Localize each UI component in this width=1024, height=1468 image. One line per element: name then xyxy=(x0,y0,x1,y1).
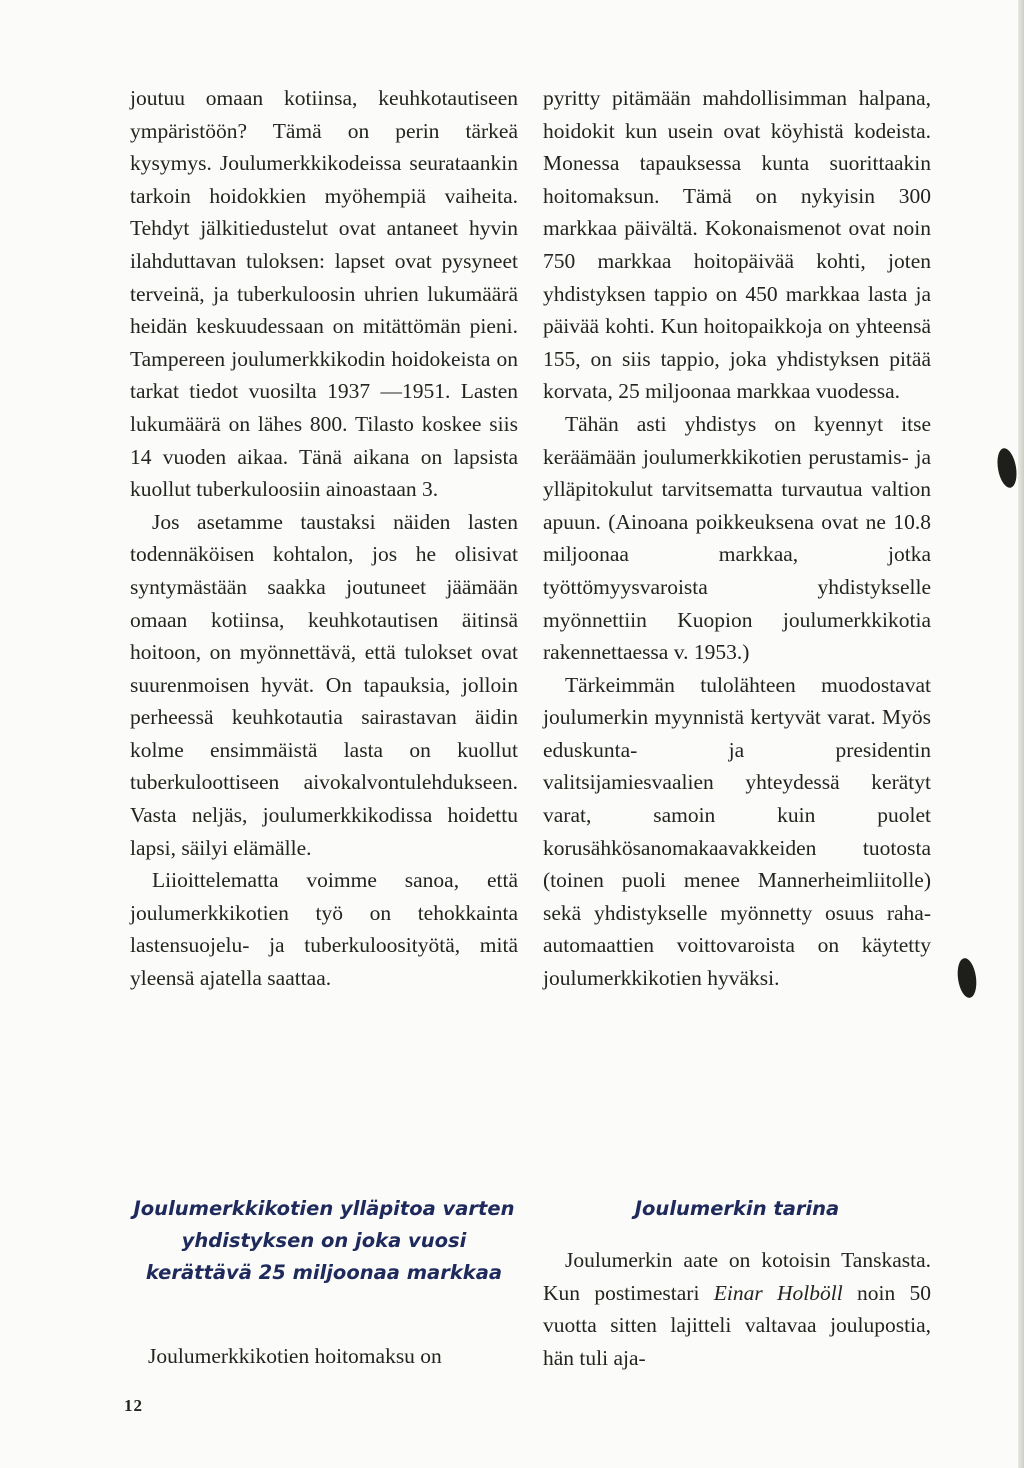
right-paragraph-1: pyritty pitämään mahdollisimman halpana, hoidokit kun usein ovat köyhistä kodeista. Monessa tapauksessa kunta suorittaakin hoitomaksun. Tämä on nykyisin 300 markkaa päivältä. Kokonaismenot ovat noin 750 markkaa hoitopäivää kohti, joten yhdistyksen tappio on 450 markkaa lasta ja päivää kohti. Kun hoitopaikkoja on yhteensä 155, on siis tappio, joka yhdistyksen pitää korvata, 25 miljoonaa markkaa vuodessa. xyxy=(543,86,931,404)
person-name: Einar Holböll xyxy=(713,1280,843,1305)
left-paragraph-1: joutuu omaan kotiinsa, keuhkotautiseen ympäristöön? Tämä on perin tärkeä kysymys. Joulumerkkikodeissa seurataankin tarkoin hoidokkien myöhempiä vaiheita. Tehdyt jälkitiedustelut ovat antaneet hyvin ilahduttavan tuloksen: lapset ovat pysyneet terveinä, ja tuberkuloosin uhrien lukumäärä heidän keskuudessaan on mitättömän pieni. Tampereen joulumerkkikodin hoidokeista on tarkat tiedot vuosilta 1937 —1951. Lasten lukumäärä on lähes 800. Tilasto koskee siis 14 vuoden aikaa. Tänä aikana on lapsista kuollut tuberkuloosiin ainoastaan 3. xyxy=(130,86,518,502)
left-paragraph-3: Liioittelematta voimme sanoa, että joulumerkkikotien työ on tehokkainta lastensuojelu- ja tuberkuloosityötä, mitä yleensä ajatella saattaa. xyxy=(130,868,518,991)
page-edge xyxy=(1018,0,1024,1468)
right-paragraph-3: Tärkeimmän tulolähteen muodostavat joulumerkin myynnistä kertyvät varat. Myös eduskunta- ja presidentin valitsijamiesvaalien yhteydessä kerätyt varat, samoin kuin puolet korusähkösanomakaavakkeiden tuotosta (toinen puoli menee Mannerheimliitolle) sekä yhdistykselle myönnetty osuus raha-automaattien voittovaroista on käytetty joulumerkkikotien hyväksi. xyxy=(543,672,931,991)
right-column xyxy=(543,82,931,995)
left-column xyxy=(130,82,518,995)
section-heading-left: Joulumerkkikotien ylläpitoa varten yhdistyksen on joka vuosi kerättävä 25 miljoonaa markkaa xyxy=(133,1197,515,1284)
section-text-right-part-2: noin 50 vuotta sitten lajitteli valtavaa joulupostia, hän tuli aja- xyxy=(543,1280,931,1370)
binder-hole-mark xyxy=(955,957,978,999)
right-paragraph-2: Tähän asti yhdistys on kyennyt itse keräämään joulumerkkikotien perustamis- ja ylläpitokulut tarvitsematta turvautua valtion apuun. (Ainoana poikkeuksena ovat ne 10.8 miljoonaa markkaa, jotka työttömyysvaroista yhdistykselle myönnettiin Kuopion joulumerkkikotia rakennettaessa v. 1953.) xyxy=(543,411,931,665)
section-text-right-part-1: Joulumerkin aate on kotoisin Tanskasta. Kun postimestari xyxy=(543,1248,931,1305)
left-paragraph-2: Jos asetamme taustaksi näiden lasten todennäköisen kohtalon, jos he olisivat syntymästään saakka joutuneet jäämään omaan kotiinsa, keuhkotautisen äitinsä hoitoon, on myönnettävä, että tulokset ovat suurenmoisen hyvät. On tapauksia, jolloin perheessä keuhkotautia sairastavan äidin kolme ensimmäistä lasta on kuollut tuberkuloottiseen aivokalvontulehdukseen. Vasta neljäs, joulumerkkikodissa hoidettu lapsi, säilyi elämälle. xyxy=(130,509,518,860)
page-number: 12 xyxy=(124,1396,143,1415)
binder-hole-mark xyxy=(995,447,1020,490)
section-text-left: Joulumerkkikotien hoitomaksu on xyxy=(148,1344,442,1368)
section-heading-right: Joulumerkin tarina xyxy=(634,1197,840,1220)
section-text-right xyxy=(543,1244,931,1374)
